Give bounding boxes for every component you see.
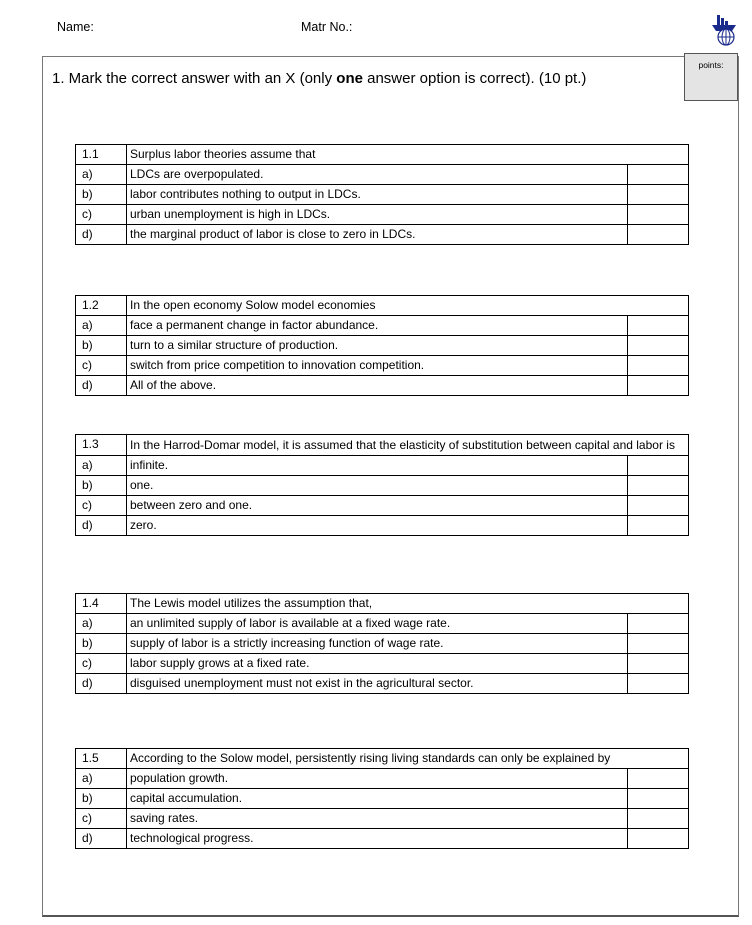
instruction-emphasis: one bbox=[336, 70, 363, 87]
answer-box[interactable] bbox=[628, 225, 689, 245]
option-letter: c) bbox=[76, 356, 127, 376]
option-letter: c) bbox=[76, 654, 127, 674]
option-text: between zero and one. bbox=[127, 496, 628, 516]
option-letter: d) bbox=[76, 376, 127, 396]
name-label: Name: bbox=[57, 20, 94, 34]
option-text: switch from price competition to innovation competition. bbox=[127, 356, 628, 376]
option-letter: a) bbox=[76, 165, 127, 185]
option-text: All of the above. bbox=[127, 376, 628, 396]
option-text: disguised unemployment must not exist in the agricultural sector. bbox=[127, 674, 628, 694]
option-letter: d) bbox=[76, 674, 127, 694]
option-text: supply of labor is a strictly increasing function of wage rate. bbox=[127, 634, 628, 654]
answer-box[interactable] bbox=[628, 456, 689, 476]
option-letter: c) bbox=[76, 205, 127, 225]
question-number: 1.4 bbox=[76, 594, 127, 614]
option-letter: d) bbox=[76, 516, 127, 536]
option-letter: d) bbox=[76, 225, 127, 245]
answer-box[interactable] bbox=[628, 185, 689, 205]
option-text: face a permanent change in factor abundance. bbox=[127, 316, 628, 336]
question-text: The Lewis model utilizes the assumption that, bbox=[127, 594, 689, 614]
question-text: In the Harrod-Domar model, it is assumed that the elasticity of substitution between capital and labor is bbox=[127, 435, 689, 456]
question-table-1-4 bbox=[75, 593, 689, 694]
answer-box[interactable] bbox=[628, 516, 689, 536]
option-letter: d) bbox=[76, 829, 127, 849]
option-letter: b) bbox=[76, 185, 127, 205]
answer-box[interactable] bbox=[628, 789, 689, 809]
option-letter: a) bbox=[76, 456, 127, 476]
option-text: capital accumulation. bbox=[127, 789, 628, 809]
option-letter: b) bbox=[76, 634, 127, 654]
option-text: one. bbox=[127, 476, 628, 496]
answer-box[interactable] bbox=[628, 634, 689, 654]
option-letter: a) bbox=[76, 316, 127, 336]
option-text: technological progress. bbox=[127, 829, 628, 849]
answer-box[interactable] bbox=[628, 356, 689, 376]
question-table-1-2 bbox=[75, 295, 689, 396]
option-text: the marginal product of labor is close to zero in LDCs. bbox=[127, 225, 628, 245]
instruction-text: 1. Mark the correct answer with an X (only bbox=[52, 70, 337, 87]
question-text: According to the Solow model, persistently rising living standards can only be explained by bbox=[127, 749, 689, 769]
option-text: LDCs are overpopulated. bbox=[127, 165, 628, 185]
option-text: infinite. bbox=[127, 456, 628, 476]
question-number: 1.3 bbox=[76, 435, 127, 456]
answer-box[interactable] bbox=[628, 336, 689, 356]
question-table-1-5 bbox=[75, 748, 689, 849]
question-number: 1.2 bbox=[76, 296, 127, 316]
question-number: 1.1 bbox=[76, 145, 127, 165]
option-letter: a) bbox=[76, 769, 127, 789]
task-instruction bbox=[52, 70, 586, 87]
option-text: an unlimited supply of labor is available at a fixed wage rate. bbox=[127, 614, 628, 634]
option-letter: b) bbox=[76, 789, 127, 809]
question-table-1-3 bbox=[75, 434, 689, 536]
answer-box[interactable] bbox=[628, 614, 689, 634]
answer-box[interactable] bbox=[628, 654, 689, 674]
option-text: zero. bbox=[127, 516, 628, 536]
answer-box[interactable] bbox=[628, 674, 689, 694]
answer-box[interactable] bbox=[628, 769, 689, 789]
question-number: 1.5 bbox=[76, 749, 127, 769]
question-table-1-1 bbox=[75, 144, 689, 245]
option-text: labor contributes nothing to output in LDCs. bbox=[127, 185, 628, 205]
option-letter: b) bbox=[76, 336, 127, 356]
question-text: In the open economy Solow model economies bbox=[127, 296, 689, 316]
option-letter: a) bbox=[76, 614, 127, 634]
option-letter: c) bbox=[76, 809, 127, 829]
answer-box[interactable] bbox=[628, 316, 689, 336]
option-text: turn to a similar structure of production. bbox=[127, 336, 628, 356]
points-label: points: bbox=[698, 60, 724, 70]
answer-box[interactable] bbox=[628, 829, 689, 849]
option-text: urban unemployment is high in LDCs. bbox=[127, 205, 628, 225]
answer-box[interactable] bbox=[628, 496, 689, 516]
answer-box[interactable] bbox=[628, 476, 689, 496]
option-text: population growth. bbox=[127, 769, 628, 789]
answer-box[interactable] bbox=[628, 376, 689, 396]
option-text: labor supply grows at a fixed rate. bbox=[127, 654, 628, 674]
answer-box[interactable] bbox=[628, 205, 689, 225]
matr-number-label: Matr No.: bbox=[301, 20, 353, 34]
option-text: saving rates. bbox=[127, 809, 628, 829]
points-box bbox=[684, 53, 738, 101]
instruction-text-end: answer option is correct). (10 pt.) bbox=[362, 70, 587, 87]
answer-box[interactable] bbox=[628, 165, 689, 185]
question-text: Surplus labor theories assume that bbox=[127, 145, 689, 165]
option-letter: b) bbox=[76, 476, 127, 496]
option-letter: c) bbox=[76, 496, 127, 516]
university-logo-icon bbox=[708, 13, 740, 47]
answer-box[interactable] bbox=[628, 809, 689, 829]
